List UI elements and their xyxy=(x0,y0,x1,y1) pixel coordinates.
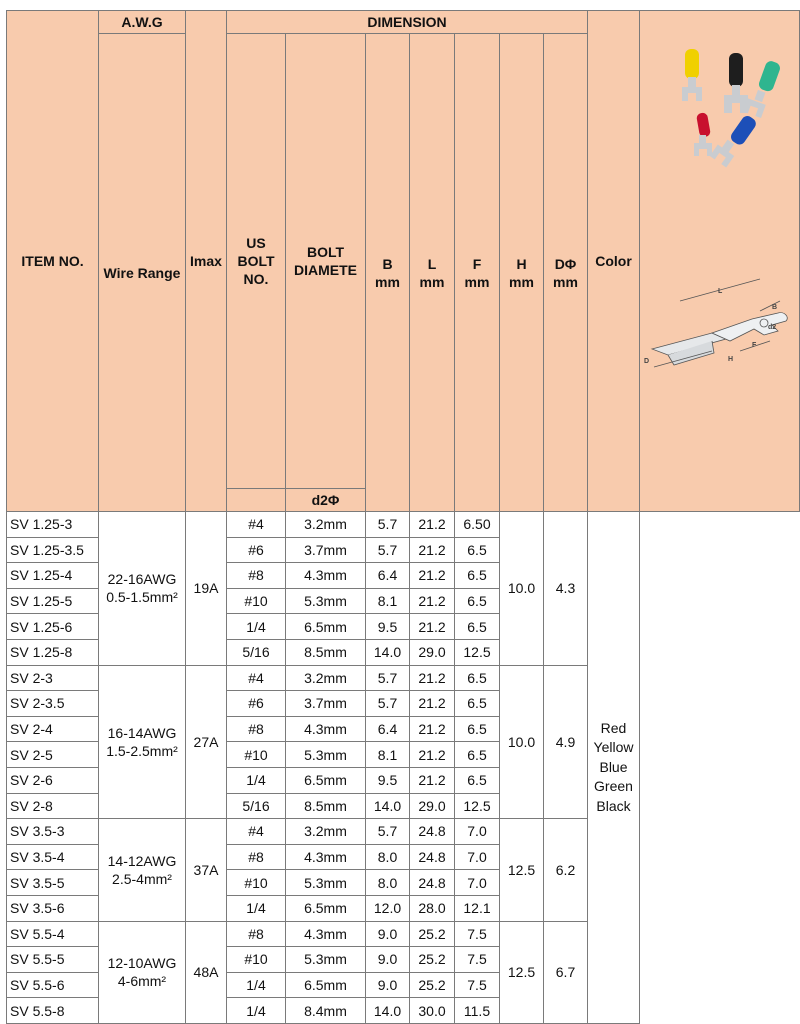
bolt-diameter-cell: 8.5mm xyxy=(286,639,366,665)
h-cell: 12.5 xyxy=(500,921,544,1023)
header-us-bolt-no xyxy=(227,489,286,512)
item-no-cell: SV 3.5-4 xyxy=(7,844,99,870)
item-no-cell: SV 2-5 xyxy=(7,742,99,768)
awg-value: 12-10AWG xyxy=(107,955,177,972)
b-cell: 8.0 xyxy=(366,844,410,870)
l-cell: 21.2 xyxy=(410,665,455,691)
item-no-cell: SV 1.25-6 xyxy=(7,614,99,640)
imax-cell: 19A xyxy=(186,512,227,666)
bolt-no-cell: 1/4 xyxy=(227,998,286,1024)
diagram-label-d2: d2 xyxy=(768,324,777,331)
range-value: 4-6mm² xyxy=(117,973,167,990)
item-no-cell: SV 5.5-4 xyxy=(7,921,99,947)
bolt-no-cell: #8 xyxy=(227,921,286,947)
item-no-cell: SV 3.5-6 xyxy=(7,895,99,921)
bolt-diameter-cell: 8.4mm xyxy=(286,998,366,1024)
b-cell: 8.1 xyxy=(366,588,410,614)
b-cell: 5.7 xyxy=(366,512,410,538)
f-cell: 11.5 xyxy=(455,998,500,1024)
bolt-diameter-cell: 3.2mm xyxy=(286,512,366,538)
header-wire-range: Wire Range xyxy=(99,34,186,512)
diagram-label-d: D xyxy=(644,358,650,365)
f-cell: 6.5 xyxy=(455,614,500,640)
unit: mm xyxy=(375,273,400,290)
bolt-no-cell: #10 xyxy=(227,870,286,896)
bolt-no-cell: #10 xyxy=(227,947,286,973)
bolt-diameter-cell: 3.2mm xyxy=(286,819,366,845)
bolt-no-cell: #8 xyxy=(227,563,286,589)
b-cell: 8.0 xyxy=(366,870,410,896)
bolt-diameter-cell: 3.7mm xyxy=(286,537,366,563)
spec-table xyxy=(6,10,800,1024)
item-no-cell: SV 2-8 xyxy=(7,793,99,819)
item-no-cell: SV 1.25-3 xyxy=(7,512,99,538)
item-no-cell: SV 1.25-4 xyxy=(7,563,99,589)
color-option: Red xyxy=(600,719,627,736)
l-cell: 29.0 xyxy=(410,639,455,665)
h-cell: 10.0 xyxy=(500,512,544,666)
item-no-cell: SV 2-6 xyxy=(7,767,99,793)
color-option: Green xyxy=(594,778,633,795)
range-value: 0.5-1.5mm² xyxy=(106,589,178,606)
l-cell: 21.2 xyxy=(410,691,455,717)
diagram-label-b: B xyxy=(772,304,778,311)
l-cell: 24.8 xyxy=(410,870,455,896)
l-cell: 25.2 xyxy=(410,921,455,947)
bolt-no-cell: #4 xyxy=(227,512,286,538)
f-cell: 6.5 xyxy=(455,742,500,768)
b-cell: 14.0 xyxy=(366,639,410,665)
bolt-no-cell: 5/16 xyxy=(227,793,286,819)
color-option: Black xyxy=(596,797,631,814)
header-d: DΦ mm xyxy=(544,34,588,512)
unit: mm xyxy=(553,273,578,290)
bolt-diameter-cell: 4.3mm xyxy=(286,921,366,947)
f-cell: 6.5 xyxy=(455,665,500,691)
item-no-cell: SV 2-3 xyxy=(7,665,99,691)
b-cell: 5.7 xyxy=(366,665,410,691)
bolt-diameter-cell: 4.3mm xyxy=(286,844,366,870)
diagram-label-h: H xyxy=(728,356,734,363)
color-option: Yellow xyxy=(593,739,634,756)
item-no-cell: SV 3.5-3 xyxy=(7,819,99,845)
b-cell: 9.5 xyxy=(366,767,410,793)
f-cell: 7.0 xyxy=(455,870,500,896)
bolt-diameter-cell: 4.3mm xyxy=(286,716,366,742)
header-b: B mm xyxy=(366,34,410,512)
bolt-no-cell: #10 xyxy=(227,588,286,614)
diagram-label-l: L xyxy=(718,288,723,295)
b-cell: 5.7 xyxy=(366,537,410,563)
b-cell: 6.4 xyxy=(366,563,410,589)
b-cell: 5.7 xyxy=(366,819,410,845)
terminal-red-icon xyxy=(694,112,712,156)
f-cell: 6.5 xyxy=(455,716,500,742)
table-row xyxy=(7,512,800,538)
bolt-diameter-cell: 5.3mm xyxy=(286,588,366,614)
l-cell: 25.2 xyxy=(410,947,455,973)
h-cell: 12.5 xyxy=(500,819,544,921)
imax-cell: 48A xyxy=(186,921,227,1023)
l-cell: 29.0 xyxy=(410,793,455,819)
b-cell: 9.0 xyxy=(366,921,410,947)
bolt-diameter-cell: 6.5mm xyxy=(286,972,366,998)
f-cell: 6.5 xyxy=(455,563,500,589)
bolt-no-cell: #8 xyxy=(227,844,286,870)
bolt-diameter-cell: 3.7mm xyxy=(286,691,366,717)
header-d2: d2Φ xyxy=(286,489,366,512)
bolt-diameter-cell: 5.3mm xyxy=(286,742,366,768)
bolt-no-cell: #6 xyxy=(227,691,286,717)
terminal-blue-icon xyxy=(710,114,758,168)
f-cell: 12.5 xyxy=(455,639,500,665)
b-cell: 9.0 xyxy=(366,972,410,998)
h-cell: 10.0 xyxy=(500,665,544,819)
color-cell xyxy=(588,512,640,1024)
bolt-diameter-cell: 5.3mm xyxy=(286,947,366,973)
bolt-no-cell: #6 xyxy=(227,537,286,563)
item-no-cell: SV 2-4 xyxy=(7,716,99,742)
f-cell: 7.0 xyxy=(455,844,500,870)
bolt-no-cell: #4 xyxy=(227,819,286,845)
bolt-no-cell: #4 xyxy=(227,665,286,691)
header-item-no: ITEM NO. xyxy=(7,11,99,512)
l-cell: 24.8 xyxy=(410,819,455,845)
bolt-diameter-cell: 6.5mm xyxy=(286,767,366,793)
bolt-diameter-cell: 3.2mm xyxy=(286,665,366,691)
item-no-cell: SV 2-3.5 xyxy=(7,691,99,717)
f-cell: 7.5 xyxy=(455,972,500,998)
l-cell: 21.2 xyxy=(410,742,455,768)
awg-value: 16-14AWG xyxy=(107,724,177,741)
bolt-no-cell: 1/4 xyxy=(227,767,286,793)
bolt-no-cell: 1/4 xyxy=(227,614,286,640)
b-cell: 5.7 xyxy=(366,691,410,717)
l-cell: 21.2 xyxy=(410,537,455,563)
header-awg: A.W.G xyxy=(99,11,186,34)
f-cell: 6.5 xyxy=(455,537,500,563)
b-cell: 9.5 xyxy=(366,614,410,640)
product-images xyxy=(640,11,800,512)
f-cell: 7.5 xyxy=(455,921,500,947)
terminal-photo xyxy=(640,11,798,511)
bolt-no-cell: #10 xyxy=(227,742,286,768)
terminal-yellow-icon xyxy=(682,49,702,101)
header-dimension: DIMENSION xyxy=(227,11,588,34)
unit: mm xyxy=(509,273,534,290)
header-h: H mm xyxy=(500,34,544,512)
l-cell: 25.2 xyxy=(410,972,455,998)
header-bolt-diameter: BOLT DIAMETE xyxy=(286,34,366,489)
f-cell: 12.5 xyxy=(455,793,500,819)
awg-value: 14-12AWG xyxy=(107,852,177,869)
f-cell: 12.1 xyxy=(455,895,500,921)
bolt-diameter-cell: 5.3mm xyxy=(286,870,366,896)
header-us-bolt: US BOLT NO. xyxy=(227,34,286,489)
d-cell: 4.9 xyxy=(544,665,588,819)
bolt-no-cell: 1/4 xyxy=(227,972,286,998)
l-cell: 21.2 xyxy=(410,614,455,640)
wire-range-cell xyxy=(99,665,186,819)
f-cell: 7.5 xyxy=(455,947,500,973)
b-cell: 14.0 xyxy=(366,793,410,819)
table-row xyxy=(7,921,800,947)
item-no-cell: SV 5.5-6 xyxy=(7,972,99,998)
l-cell: 21.2 xyxy=(410,563,455,589)
b-cell: 9.0 xyxy=(366,947,410,973)
l-cell: 28.0 xyxy=(410,895,455,921)
bolt-no-cell: #8 xyxy=(227,716,286,742)
header-imax: Imax xyxy=(186,11,227,512)
b-cell: 14.0 xyxy=(366,998,410,1024)
l-cell: 21.2 xyxy=(410,588,455,614)
item-no-cell: SV 1.25-3.5 xyxy=(7,537,99,563)
range-value: 1.5-2.5mm² xyxy=(106,742,178,759)
b-cell: 8.1 xyxy=(366,742,410,768)
f-cell: 6.5 xyxy=(455,588,500,614)
table-row xyxy=(7,819,800,845)
d-cell: 6.2 xyxy=(544,819,588,921)
bolt-no-cell: 1/4 xyxy=(227,895,286,921)
diagram-label-f: F xyxy=(752,342,757,349)
l-cell: 24.8 xyxy=(410,844,455,870)
item-no-cell: SV 5.5-8 xyxy=(7,998,99,1024)
bolt-diameter-cell: 4.3mm xyxy=(286,563,366,589)
item-no-cell: SV 1.25-5 xyxy=(7,588,99,614)
f-cell: 6.50 xyxy=(455,512,500,538)
wire-range-cell xyxy=(99,819,186,921)
table-row xyxy=(7,665,800,691)
l-cell: 30.0 xyxy=(410,998,455,1024)
d-cell: 4.3 xyxy=(544,512,588,666)
l-cell: 21.2 xyxy=(410,716,455,742)
item-no-cell: SV 5.5-5 xyxy=(7,947,99,973)
bolt-no-cell: 5/16 xyxy=(227,639,286,665)
terminal-black-icon xyxy=(724,53,748,113)
header-l: L mm xyxy=(410,34,455,512)
bolt-diameter-cell: 8.5mm xyxy=(286,793,366,819)
range-value: 2.5-4mm² xyxy=(112,870,172,887)
unit: mm xyxy=(419,273,445,290)
spec-table-body xyxy=(7,512,800,1024)
b-cell: 12.0 xyxy=(366,895,410,921)
imax-cell: 27A xyxy=(186,665,227,819)
wire-range-cell xyxy=(99,921,186,1023)
item-no-cell: SV 1.25-8 xyxy=(7,639,99,665)
header-color: Color xyxy=(588,11,640,512)
l-cell: 21.2 xyxy=(410,512,455,538)
bolt-diameter-cell: 6.5mm xyxy=(286,895,366,921)
d-cell: 6.7 xyxy=(544,921,588,1023)
header-f: F mm xyxy=(455,34,500,512)
f-cell: 6.5 xyxy=(455,691,500,717)
f-cell: 6.5 xyxy=(455,767,500,793)
b-cell: 6.4 xyxy=(366,716,410,742)
awg-value: 22-16AWG xyxy=(107,571,177,588)
item-no-cell: SV 3.5-5 xyxy=(7,870,99,896)
unit: mm xyxy=(464,273,490,290)
wire-range-cell xyxy=(99,512,186,666)
f-cell: 7.0 xyxy=(455,819,500,845)
l-cell: 21.2 xyxy=(410,767,455,793)
terminal-green-icon xyxy=(742,60,781,118)
color-option: Blue xyxy=(599,758,628,775)
imax-cell: 37A xyxy=(186,819,227,921)
bolt-diameter-cell: 6.5mm xyxy=(286,614,366,640)
